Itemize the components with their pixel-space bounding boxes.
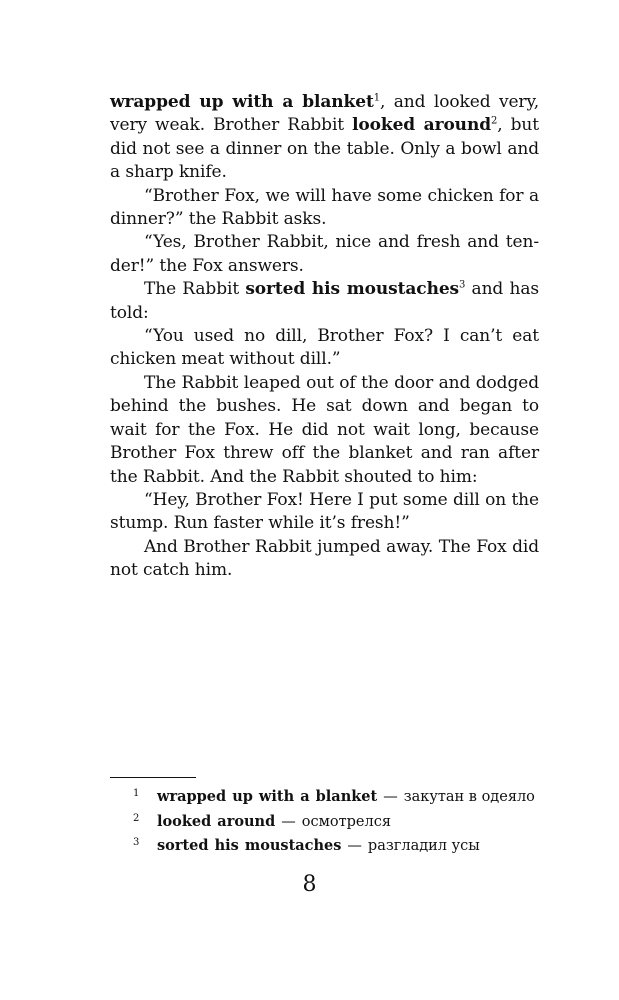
- footnote-2: [110, 810, 539, 835]
- footnote-1: [110, 785, 539, 810]
- paragraph-3: “Yes, Brother Rabbit, nice and fresh and ten-der!” the Fox answers.: [110, 232, 539, 276]
- footnote-ref-2[interactable]: 2: [491, 115, 498, 127]
- paragraph-6: The Rabbit leaped out of the door and dodged behind the bushes. He sat down and began to wait for the Fox. He did not wait long, because Brother Fox threw off the blanket and ran after the Rabbit. And the Rabbit shouted to him:: [110, 372, 539, 487]
- paragraph-1-text-end: , but did not see a dinner on the table. Only a bowl and a sharp knife.: [110, 115, 539, 183]
- footnote-number: 1: [133, 788, 140, 799]
- footnote-term: sorted his moustaches: [157, 837, 342, 854]
- footnote-translation: закутан в одеяло: [403, 789, 535, 805]
- glossed-term-2: looked around: [352, 115, 491, 136]
- paragraph-7: “Hey, Brother Fox! Here I put some dill on the stump. Run faster while it’s fresh!”: [110, 489, 539, 534]
- paragraph-2: “Brother Fox, we will have some chicken for a dinner?” the Rabbit asks.: [110, 185, 539, 230]
- footnote-dash: —: [347, 838, 362, 854]
- footnote-dash: —: [383, 789, 398, 805]
- paragraph-8: And Brother Rabbit jumped away. The Fox did not catch him.: [110, 536, 539, 581]
- footnote-number: 2: [133, 812, 140, 824]
- glossed-term-1: wrapped up with a blanket: [110, 92, 374, 112]
- paragraph-5: “You used no dill, Brother Fox? I can’t eat chicken meat without dill.”: [110, 326, 539, 370]
- story-text: [110, 91, 539, 583]
- footnote-translation: разгладил усы: [367, 838, 480, 854]
- footnote-3: [110, 834, 539, 859]
- paragraph-1-text: , and looked very, very weak. Brother Rabbit: [110, 92, 539, 136]
- paragraph-4-text: The Rabbit: [144, 279, 246, 300]
- footnote-divider: [110, 777, 196, 778]
- footnotes: [110, 785, 539, 859]
- footnote-dash: —: [281, 813, 296, 830]
- footnote-term: wrapped up with a blanket: [157, 788, 378, 805]
- paragraph-1: [110, 91, 539, 185]
- paragraph-4: [110, 278, 539, 325]
- page-number: 8: [302, 872, 317, 897]
- footnote-term: looked around: [157, 812, 276, 830]
- footnote-translation: осмотрелся: [301, 813, 391, 830]
- footnote-number: 3: [133, 837, 140, 848]
- glossed-term-3: sorted his moustaches: [245, 279, 460, 300]
- paragraph-4-text-end: and has told:: [110, 279, 539, 323]
- footnote-ref-1[interactable]: 1: [373, 92, 380, 104]
- footnote-ref-3[interactable]: 3: [459, 279, 466, 291]
